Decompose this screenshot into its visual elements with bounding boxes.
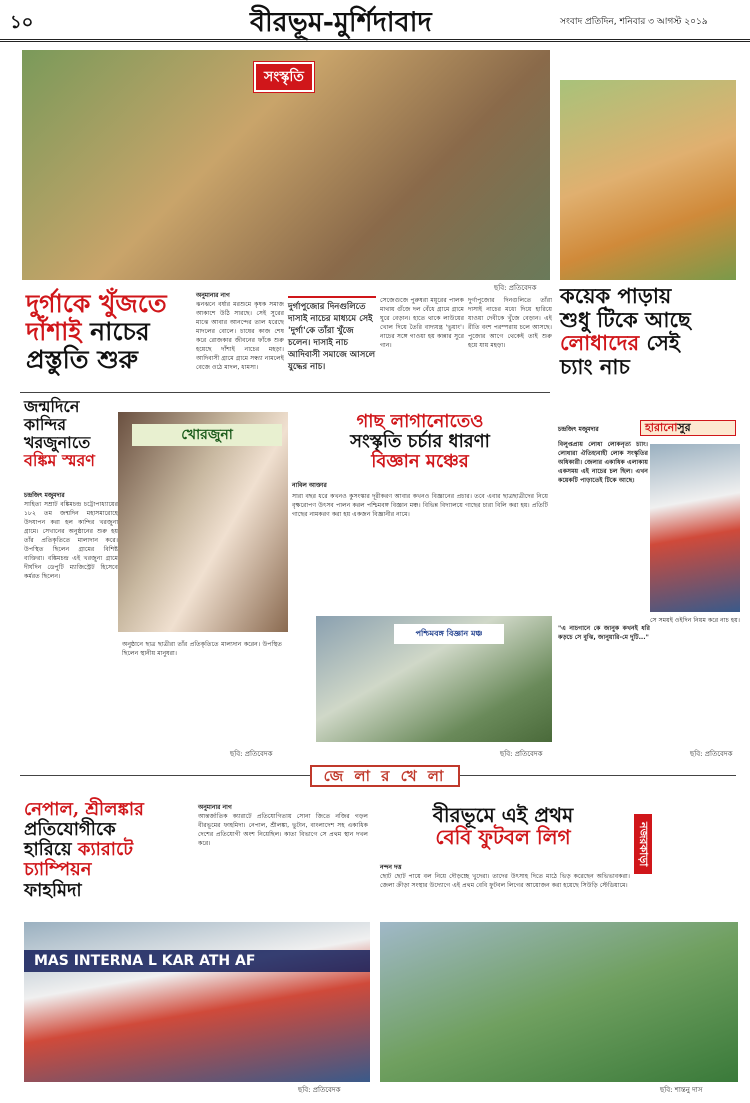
tree-body: সারা বছর ধরে কখনও কুসংস্কার দূরীকরণ আবার কখনও বিজ্ঞানের প্রচার। তবে এবার ছাত্রছাত্রীদের নিয়ে বৃক্ষরোপণ উৎসব পালন করল পশ্চিমবঙ্গ বিজ্ঞান মঞ্চ। বিভিন্ন বিদ্যালয়ে গাছের চারা বিলি করা হয়। প্রতিটি গাছের নামকরণ করা হয় একজন বিজ্ঞানীর নামে।	[292, 493, 548, 518]
sports-section-bar: জে লা র খে লা	[310, 765, 460, 787]
khorjuna-byline: চন্দ্রজিৎ মজুমদার	[24, 492, 65, 499]
khorjuna-photo	[118, 412, 288, 632]
karate-body: আন্তর্জাতিক ক্যারাটে প্রতিযোগিতায় সোনা জিতে নজির গড়ল বীরভূমের ফাহমিদা। নেপাল, শ্রীলঙ্কা, ভুটান, বাংলাদেশ সহ একাধিক দেশের প্রতিযোগী অংশ নিয়েছিল। কাতা বিভাগে সে প্রথম স্থান দখল করে।	[198, 813, 368, 847]
right-mid-body: বিলুপ্তপ্রায় লোধা লোকনৃত্য চ্যাং। লোধারা ঐতিহ্যবাহী লোক সংস্কৃতির অধিকারী। জেলার একাধিক এলাকায় একসময় এই নাচের চল ছিল। এখন কয়েকটি পাড়াতেই টিকে আছে।	[558, 441, 648, 484]
tree-headline-line2: সংস্কৃতি চর্চার ধারণা	[350, 431, 490, 453]
karate-headline-line5: ফাহমিদা	[24, 879, 82, 901]
karate-photo	[24, 922, 370, 1082]
dance-photo	[22, 50, 550, 280]
top-byline: অনুমানার নাগ	[196, 292, 230, 299]
karate-headline-line1: নেপাল, শ্রীলঙ্কার	[24, 799, 144, 820]
section-tag: সংস্কৃতি	[254, 62, 314, 92]
right-mid-tag	[640, 420, 736, 436]
football-byline: নন্দন দত্ত	[380, 864, 402, 871]
karate-headline-line2: প্রতিযোগীকে	[24, 819, 116, 841]
tree-headline-line3: বিজ্ঞান মঞ্চের	[371, 451, 469, 473]
football-vtag: নজরকাড়া	[634, 814, 652, 874]
right-mid-byline: চন্দ্রজিৎ মজুমদার	[558, 426, 599, 433]
football-photo	[380, 922, 738, 1082]
top-col4: দুর্গাপুজোর দিনগুলিতে তাঁরা দাসাই নাচের মধ্যে দিয়ে হারিয়ে যাওয়া দেবীকে খুঁজে বেড়ান। এই রীতি বংশ পরম্পরায় চলে আসছে। পুজোর আগে থেকেই তাই শুরু হয়ে যায় মহড়া।	[468, 297, 552, 349]
issue-date: সংবাদ প্রতিদিন, শনিবার ৩ আগস্ট ২০১৯	[560, 17, 708, 27]
right-mid-caption: সে সময়ই ওইদিন নিয়ম করে নাচ হয়।	[650, 617, 740, 624]
top-col3: সেজেগুজে পুরুষরা ময়ূরের পালক মাথায় গুঁজে দল বেঁধে গ্রামে গ্রামে ঘুরে বেড়ান। হাতে থাকে লাউয়ের খোল দিয়ে তৈরি বাদ্যযন্ত্র 'ভুয়াং'। নাচের সঙ্গে গাওয়া হয় কান্নার সুরে গান।	[380, 297, 464, 349]
right-mid-photo-credit: ছবি: প্রতিবেদক	[690, 750, 733, 758]
lodha-dance-photo	[560, 80, 736, 280]
masthead	[0, 0, 750, 42]
photo-credit: ছবি: প্রতিবেদক	[494, 284, 537, 292]
right-headline-word2: সেই	[646, 330, 680, 356]
right-mid-tag-b: সুর	[677, 421, 691, 434]
football-headline-line1: বীরভূমে এই প্রথম	[432, 803, 574, 827]
khorjuna-headline-line4: বঙ্কিম স্মরণ	[24, 450, 95, 470]
top-headline-word2: নাচের	[90, 317, 150, 346]
khorjuna-headline-line1: জন্মদিনে	[24, 397, 80, 416]
right-mid-quote: "এ নাচগানে কে জানুক কখনই ধরি কড়চে সে বুঝি, জানুয়ারি-মে দুটি..."	[558, 625, 650, 641]
khorjuna-caption: অনুষ্ঠানে ছাত্র ছাত্রীরা তাঁর প্রতিকৃতিতে মাল্যদান করেন। উপস্থিত ছিলেন স্থানীয় মানুষরা।	[122, 641, 282, 657]
right-headline-line2: শুধু টিকে আছে	[560, 306, 691, 332]
top-headline-line3: প্রস্তুতি শুরু	[26, 345, 138, 374]
khorjuna-body: সাহিত্য সম্রাট বঙ্কিমচন্দ্র চট্টোপাধ্যায়ের ১৮২ তম জন্মদিন মহাসমারোহে উদযাপন করা হল কান্দির খরজুনা গ্রামে। সেখানের অনুষ্ঠানের শুরু হয় তাঁর প্রতিকৃতিতে মাল্যদান করে। উপস্থিত ছিলেন গ্রামের বিশিষ্ট ব্যক্তিরা। বঙ্কিমচন্দ্র এই খরজুনা গ্রামে দীর্ঘদিন ডেপুটি ম্যাজিস্ট্রেট হিসেবে কর্মরত ছিলেন।	[24, 501, 118, 580]
tree-headline	[292, 412, 548, 472]
karate-headline-word2: ক্যারাটে	[77, 839, 134, 861]
khorjuna-headline-line3: খরজুনাতে	[24, 432, 91, 452]
newspaper-section-title: বীরভূম-মুর্শিদাবাদ	[250, 7, 432, 38]
tree-photo	[316, 616, 552, 742]
right-headline-line4: চ্যাং নাচ	[560, 353, 630, 379]
tree-banner: পশ্চিমবঙ্গ বিজ্ঞান মঞ্চ	[394, 624, 504, 644]
pull-quote	[288, 296, 376, 373]
right-mid-body2	[558, 688, 738, 742]
tree-photo-credit: ছবি: প্রতিবেদক	[500, 750, 543, 758]
karate-photo-banner: MAS INTERNA L KAR ATH AF	[24, 950, 370, 972]
tree-byline: নাবিল আক্তার	[292, 482, 327, 489]
karate-headline-line4: চ্যাম্পিয়ন	[24, 859, 92, 881]
football-col-right	[656, 810, 740, 922]
right-mid-photo	[650, 444, 740, 612]
divider	[20, 392, 550, 393]
football-headline	[378, 804, 628, 849]
karate-headline	[24, 800, 194, 901]
karate-byline: অনুমানার নাগ	[198, 804, 232, 811]
khorjuna-headline-line2: কান্দির	[24, 414, 67, 434]
karate-photo-credit: ছবি: প্রতিবেদক	[298, 1086, 341, 1094]
top-headline-word: দাঁশাই	[26, 317, 82, 346]
right-mid-tag-a: হারানো	[645, 421, 678, 434]
khorjuna-headline	[24, 398, 120, 470]
pull-quote-text: দুর্গাপুজোর দিনগুলিতে দাসাই নাচের মাধ্যমে সেই 'দুর্গা'কে তাঁরা খুঁজে চলেন। দাসাই নাচ আদিবাসী সমাজে আসলে যুদ্ধের নাচ।	[288, 302, 376, 372]
right-headline-line3	[560, 331, 744, 355]
right-headline-word: লোধাদের	[560, 330, 640, 356]
right-headline-line1: কয়েক পাড়ায়	[560, 283, 672, 308]
top-headline-line1: দুর্গাকে খুঁজতে	[26, 289, 167, 318]
football-body: ছোট ছোট পায়ে বল নিয়ে দৌড়চ্ছে খুদেরা। তাদের উৎসাহ দিতে মাঠে ভিড় করেছেন অভিভাবকরা। জেলা ক্রীড়া সংস্থার উদ্যোগে এই প্রথম বেবি ফুটবল লিগের আয়োজন করা হয়েছে সিউড়ি স্টেডিয়ামে।	[380, 873, 630, 889]
karate-headline-line3	[24, 840, 194, 860]
photo-banner: খোরজুনা	[132, 424, 282, 446]
football-photo-credit: ছবি: শান্তনু দাস	[660, 1086, 703, 1094]
football-headline-line2: বেবি ফুটবল লিগ	[435, 825, 571, 850]
karate-headline-word: হারিয়ে	[24, 839, 72, 861]
khorjuna-photo-credit: ছবি: প্রতিবেদক	[230, 750, 273, 758]
top-col1: ঝনঝনে বর্ষার মরশুমে কৃষক সমাজ আকাশে উঠি সারছে। সেই সুরের মাঝে আবার আনন্দের তাল ধরেছে মাদলের বোলে। চাষের কাজ শেষ করে রোজকার জীবনের ফাঁকে শুরু হয়েছে দাঁশাই নাচের মহড়া। আদিবাসী গ্রামে গ্রামে সন্ধ্যা নামলেই বেজে ওঠে মাদল, ধামসা।	[196, 301, 284, 371]
right-top-headline	[560, 284, 744, 378]
tree-headline-line1: গাছ লাগানোতেও	[356, 411, 484, 432]
page-number: ১০	[10, 12, 34, 33]
